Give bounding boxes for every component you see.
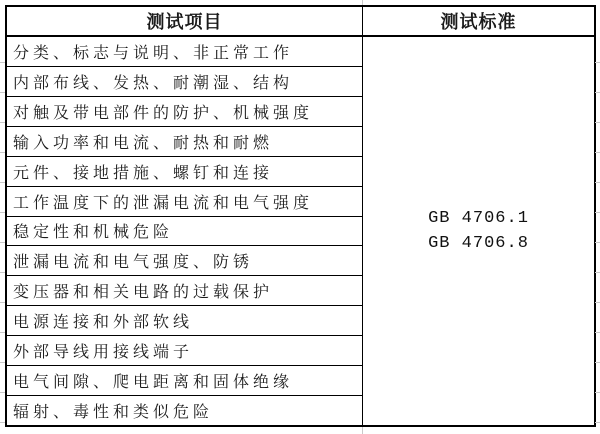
table-row: 稳定性和机械危险 (7, 217, 362, 247)
table-row: 泄漏电流和电气强度、防锈 (7, 246, 362, 276)
test-items-column (7, 37, 363, 425)
header-cell-test-items: 测试项目 (7, 7, 363, 35)
table-row: 对触及带电部件的防护、机械强度 (7, 97, 362, 127)
table-header-row (7, 7, 594, 37)
standard-line: GB 4706.1 (428, 209, 529, 228)
standard-line: GB 4706.8 (428, 234, 529, 253)
table-row: 元件、接地措施、螺钉和连接 (7, 157, 362, 187)
table-row: 分类、标志与说明、非正常工作 (7, 37, 362, 67)
table-row: 输入功率和电流、耐热和耐燃 (7, 127, 362, 157)
table-row: 电气间隙、爬电距离和固体绝缘 (7, 366, 362, 396)
header-cell-test-standard: 测试标准 (440, 12, 517, 32)
table-row: 变压器和相关电路的过载保护 (7, 276, 362, 306)
table-row: 内部布线、发热、耐潮湿、结构 (7, 67, 362, 97)
test-standard-merged-cell (363, 37, 594, 425)
gridline-stub-divider-bottom (362, 427, 363, 434)
table-row: 电源连接和外部软线 (7, 306, 362, 336)
table-row: 工作温度下的泄漏电流和电气强度 (7, 187, 362, 217)
test-items-table (5, 5, 596, 427)
table-row: 辐射、毒性和类似危险 (13, 404, 214, 422)
table-body (7, 37, 594, 425)
table-row: 外部导线用接线端子 (7, 336, 362, 366)
